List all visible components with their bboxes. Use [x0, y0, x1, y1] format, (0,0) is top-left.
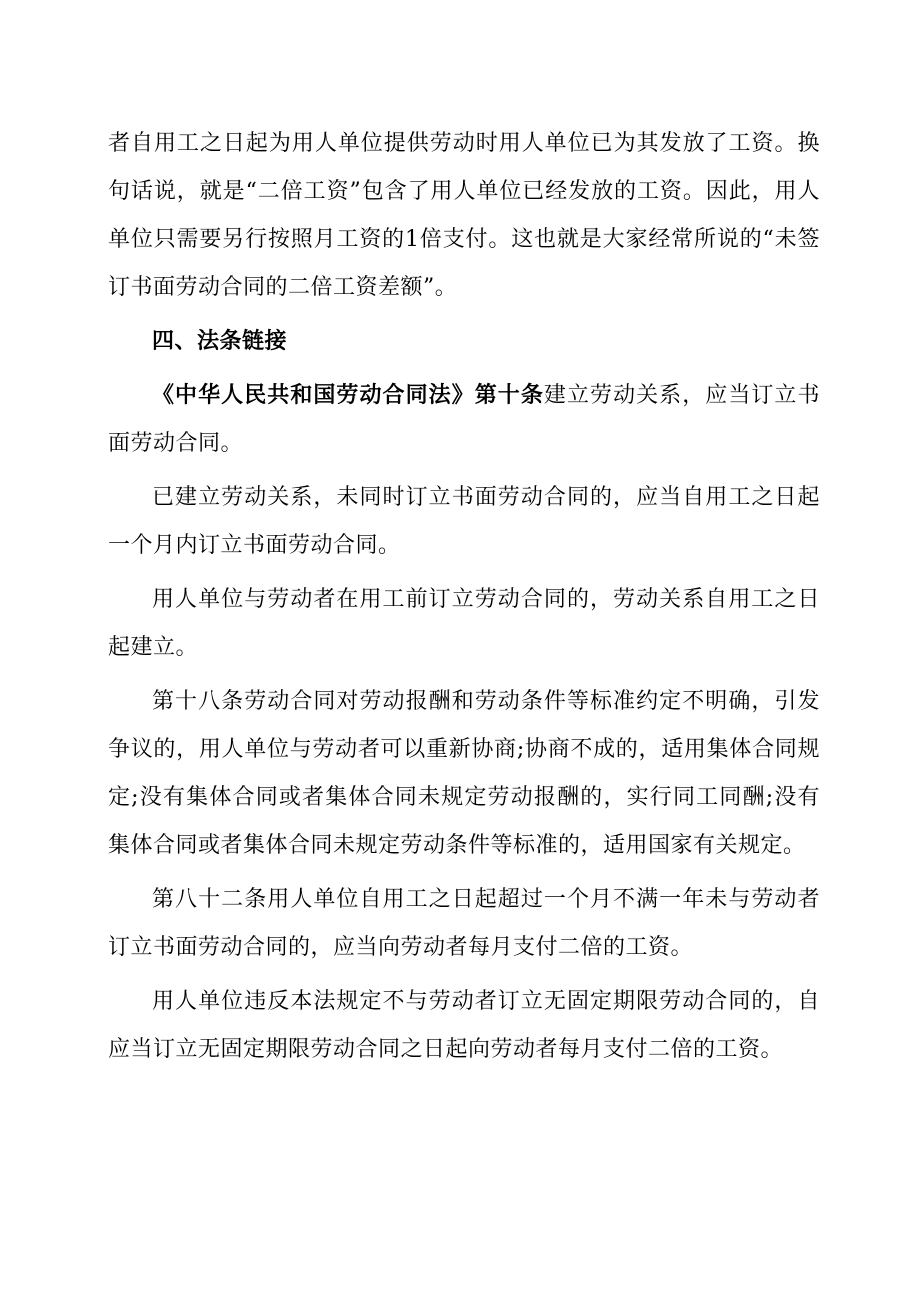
section-heading: 四、法条链接 [152, 329, 288, 354]
article-10-text: 建立劳动关系，应当订立书面劳动合同。 [108, 383, 820, 456]
document-body [108, 120, 820, 1074]
article-82-paragraph-2: 用人单位违反本法规定不与劳动者订立无固定期限劳动合同的，自应当订立无固定期限劳动合同之日起向劳动者每月支付二倍的工资。 [108, 989, 820, 1062]
article-10-paragraph [108, 372, 820, 468]
article-10-paragraph-2: 已建立劳动关系，未同时订立书面劳动合同的，应当自用工之日起一个月内订立书面劳动合同。 [108, 485, 820, 558]
article-18-paragraph: 第十八条劳动合同对劳动报酬和劳动条件等标准约定不明确，引发争议的，用人单位与劳动者可以重新协商;协商不成的，适用集体合同规定;没有集体合同或者集体合同未规定劳动报酬的，实行同工同酬;没有集体合同或者集体合同未规定劳动条件等标准的，适用国家有关规定。 [108, 689, 820, 858]
article-10-paragraph-3: 用人单位与劳动者在用工前订立劳动合同的，劳动关系自用工之日起建立。 [108, 587, 820, 660]
law-title: 《中华人民共和国劳动合同法》第十条 [152, 383, 544, 408]
article-82-paragraph: 第八十二条用人单位自用工之日起超过一个月不满一年未与劳动者订立书面劳动合同的，应当向劳动者每月支付二倍的工资。 [108, 887, 820, 960]
paragraph-continuation: 者自用工之日起为用人单位提供劳动时用人单位已为其发放了工资。换句话说，就是“二倍工资”包含了用人单位已经发放的工资。因此，用人单位只需要另行按照月工资的1倍支付。这也就是大家经常所说的“未签订书面劳动合同的二倍工资差额”。 [108, 131, 820, 300]
